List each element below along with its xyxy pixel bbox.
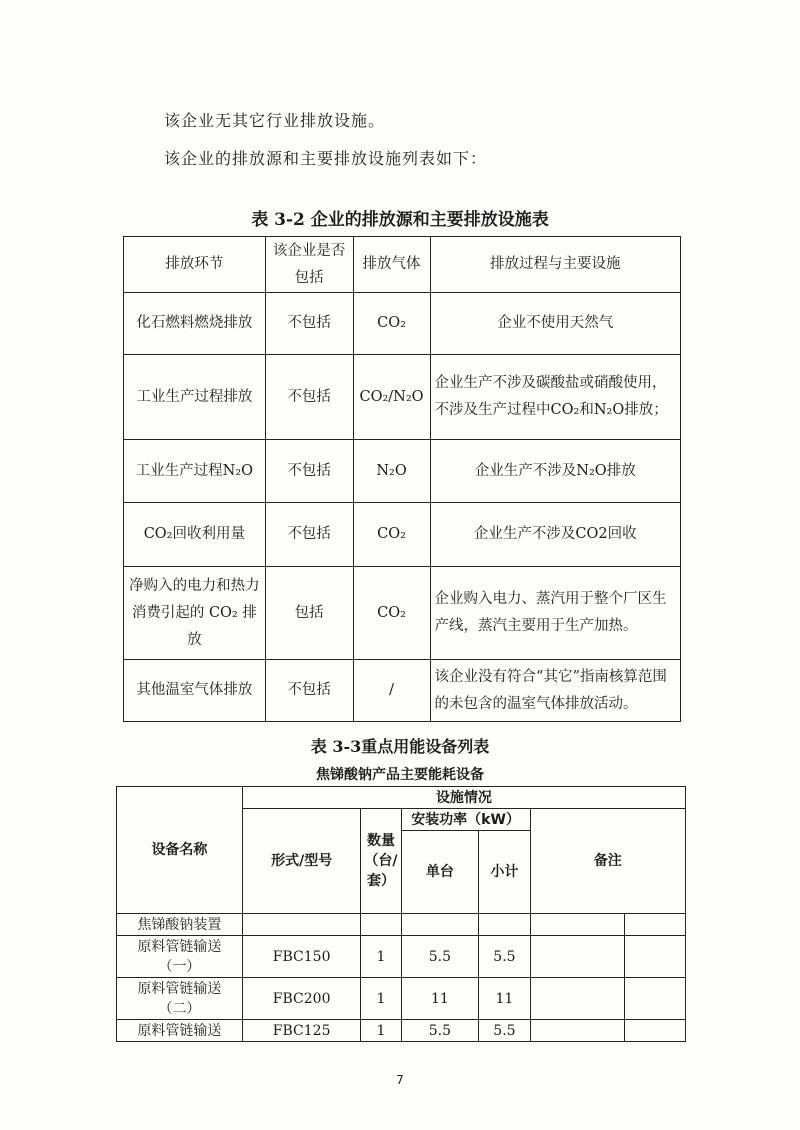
table-header-row — [117, 787, 686, 809]
cell-gas: CO₂ — [353, 503, 430, 567]
cell-qty — [361, 914, 401, 936]
cell-extra — [625, 936, 686, 978]
header-facility: 设施情况 — [242, 787, 685, 809]
header-installed-power: 安装功率（kW） — [401, 809, 530, 831]
cell-model: FBC200 — [242, 978, 361, 1020]
cell-included: 不包括 — [265, 355, 353, 440]
cell-gas: / — [353, 660, 430, 722]
cell-note — [530, 978, 625, 1020]
table-row — [117, 1020, 686, 1042]
cell-process: 企业不使用天然气 — [430, 293, 680, 355]
cell-stage: 净购入的电力和热力消费引起的 CO₂ 排放 — [124, 567, 266, 660]
cell-stage: 工业生产过程排放 — [124, 355, 266, 440]
table-row — [124, 293, 681, 355]
intro-line-2: 该企业的排放源和主要排放设施列表如下： — [164, 149, 488, 168]
cell-process: 企业生产不涉及碳酸盐或硝酸使用，不涉及生产过程中CO₂和N₂O排放； — [430, 355, 680, 440]
header-included: 该企业是否包括 — [265, 237, 353, 293]
cell-stage: 化石燃料燃烧排放 — [124, 293, 266, 355]
energy-equipment-table — [116, 786, 686, 1042]
cell-included: 包括 — [265, 567, 353, 660]
cell-process: 企业生产不涉及N₂O排放 — [430, 440, 680, 503]
cell-model: FBC150 — [242, 936, 361, 978]
cell-single: 5.5 — [401, 936, 479, 978]
cell-included: 不包括 — [265, 660, 353, 722]
cell-model — [242, 914, 361, 936]
header-gas: 排放气体 — [353, 237, 430, 293]
cell-name: 原料管链输送 — [117, 1020, 243, 1042]
header-model: 形式/型号 — [242, 809, 361, 914]
cell-gas: CO₂ — [353, 293, 430, 355]
cell-qty: 1 — [361, 978, 401, 1020]
cell-process: 企业生产不涉及CO2回收 — [430, 503, 680, 567]
table-header-row — [124, 237, 681, 293]
cell-subtotal: 5.5 — [479, 1020, 530, 1042]
table-row — [124, 440, 681, 503]
table-row — [117, 914, 686, 936]
table-row — [117, 978, 686, 1020]
table-row — [124, 660, 681, 722]
cell-included: 不包括 — [265, 293, 353, 355]
cell-included: 不包括 — [265, 503, 353, 567]
cell-extra — [625, 914, 686, 936]
cell-gas: N₂O — [353, 440, 430, 503]
cell-subtotal: 11 — [479, 978, 530, 1020]
header-stage: 排放环节 — [124, 237, 266, 293]
cell-qty: 1 — [361, 936, 401, 978]
header-equipment-name: 设备名称 — [117, 787, 243, 914]
header-quantity: 数量（台/套） — [361, 809, 401, 914]
cell-name: 原料管链输送（二） — [117, 978, 243, 1020]
cell-note — [530, 1020, 625, 1042]
table-row — [117, 936, 686, 978]
cell-stage: 工业生产过程N₂O — [124, 440, 266, 503]
cell-subtotal: 5.5 — [479, 936, 530, 978]
cell-gas: CO₂/N₂O — [353, 355, 430, 440]
cell-included: 不包括 — [265, 440, 353, 503]
cell-single — [401, 914, 479, 936]
header-note: 备注 — [530, 809, 685, 914]
cell-gas: CO₂ — [353, 567, 430, 660]
cell-single: 5.5 — [401, 1020, 479, 1042]
cell-extra — [625, 978, 686, 1020]
cell-note — [530, 914, 625, 936]
cell-note — [530, 936, 625, 978]
cell-name: 焦锑酸钠装置 — [117, 914, 243, 936]
cell-extra — [625, 1020, 686, 1042]
header-process: 排放过程与主要设施 — [430, 237, 680, 293]
cell-stage: CO₂回收利用量 — [124, 503, 266, 567]
header-single: 单台 — [401, 831, 479, 914]
table-3-2-caption: 表 3-2 企业的排放源和主要排放设施表 — [251, 210, 549, 230]
page-number: 7 — [396, 1073, 404, 1087]
cell-qty: 1 — [361, 1020, 401, 1042]
cell-stage: 其他温室气体排放 — [124, 660, 266, 722]
cell-model: FBC125 — [242, 1020, 361, 1042]
cell-name: 原料管链输送（一） — [117, 936, 243, 978]
header-subtotal: 小计 — [479, 831, 530, 914]
emission-sources-table — [123, 236, 681, 722]
intro-line-1: 该企业无其它行业排放设施。 — [164, 111, 386, 130]
cell-single: 11 — [401, 978, 479, 1020]
cell-process: 该企业没有符合“其它”指南核算范围的未包含的温室气体排放活动。 — [430, 660, 680, 722]
table-row — [124, 567, 681, 660]
table-row — [124, 503, 681, 567]
table-3-3-caption: 表 3-3重点用能设备列表 — [310, 737, 490, 756]
cell-subtotal — [479, 914, 530, 936]
table-3-3-subcaption: 焦锑酸钠产品主要能耗设备 — [316, 767, 484, 783]
cell-process: 企业购入电力、蒸汽用于整个厂区生产线，蒸汽主要用于生产加热。 — [430, 567, 680, 660]
table-row — [124, 355, 681, 440]
